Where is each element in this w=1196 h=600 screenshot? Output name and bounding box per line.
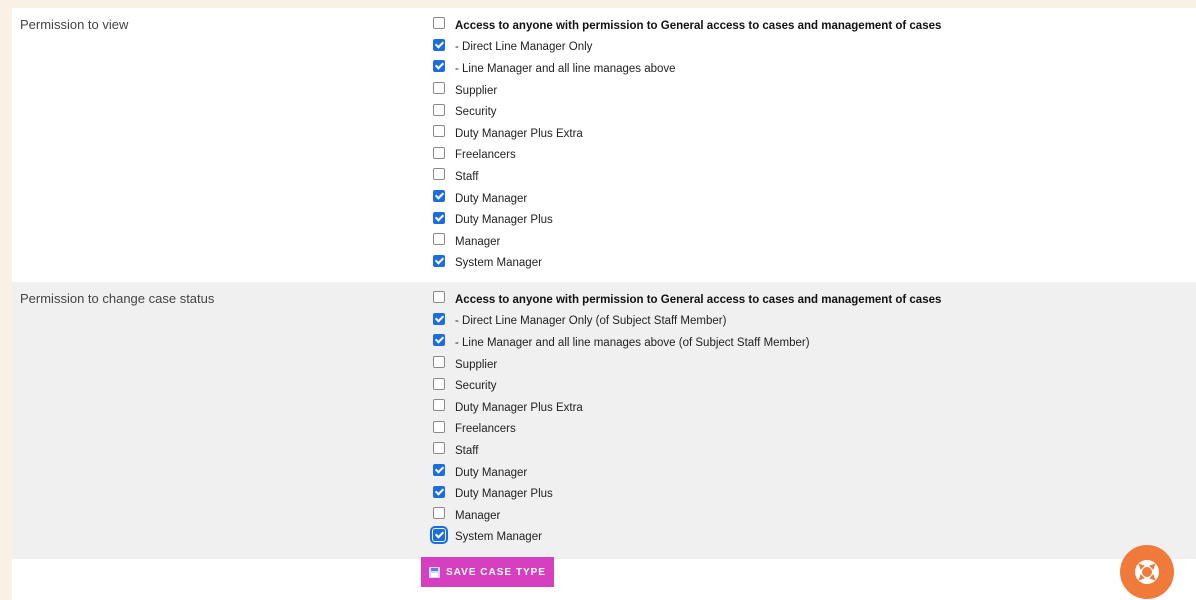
checkbox[interactable]: [433, 104, 445, 116]
checkbox[interactable]: [433, 464, 445, 476]
permission-option[interactable]: [433, 505, 941, 527]
permission-option[interactable]: [433, 231, 941, 253]
lifebuoy-icon: [1132, 557, 1162, 587]
permission-option[interactable]: [433, 123, 941, 145]
option-label: - Direct Line Manager Only (of Subject Staff Member): [455, 315, 727, 328]
save-icon: [429, 567, 440, 578]
option-label: Freelancers: [455, 423, 516, 436]
option-label: Duty Manager: [455, 466, 528, 479]
option-label: Access to anyone with permission to General access to cases and management of cases: [455, 293, 942, 306]
permission-option[interactable]: [433, 145, 941, 167]
permission-option[interactable]: [433, 419, 941, 441]
permission-option[interactable]: [433, 58, 941, 80]
permission-option[interactable]: [433, 397, 941, 419]
option-label: - Direct Line Manager Only: [455, 41, 593, 54]
permission-status-section: [12, 282, 1196, 559]
permission-option[interactable]: [433, 311, 941, 333]
checkbox[interactable]: [433, 190, 445, 202]
option-label: Access to anyone with permission to General access to cases and management of cases: [455, 19, 942, 32]
option-label: Manager: [455, 235, 501, 248]
option-list: [433, 289, 941, 548]
option-label: Freelancers: [455, 149, 516, 162]
permission-option[interactable]: [433, 188, 941, 210]
section-label: Permission to change case status: [20, 291, 215, 306]
checkbox[interactable]: [433, 39, 445, 51]
permission-option[interactable]: [433, 15, 941, 37]
permission-option[interactable]: [433, 37, 941, 59]
help-button[interactable]: [1120, 545, 1174, 599]
permission-option[interactable]: [433, 289, 941, 311]
checkbox[interactable]: [433, 168, 445, 180]
option-label: Duty Manager Plus Extra: [455, 127, 583, 140]
permission-option[interactable]: [433, 253, 941, 275]
checkbox[interactable]: [433, 421, 445, 433]
option-label: Security: [455, 106, 497, 119]
checkbox[interactable]: [433, 125, 445, 137]
option-label: Duty Manager: [455, 192, 528, 205]
checkbox[interactable]: [433, 486, 445, 498]
checkbox[interactable]: [433, 291, 445, 303]
checkbox[interactable]: [433, 399, 445, 411]
checkbox[interactable]: [433, 313, 445, 325]
option-label: Supplier: [455, 84, 498, 97]
section-label: Permission to view: [20, 17, 129, 32]
option-list: [433, 15, 941, 274]
permission-option[interactable]: [433, 462, 941, 484]
page-edge: [0, 552, 12, 600]
option-label: Duty Manager Plus: [455, 214, 553, 227]
permission-option[interactable]: [433, 375, 941, 397]
checkbox[interactable]: [433, 529, 445, 541]
option-label: Supplier: [455, 358, 498, 371]
option-label: Manager: [455, 509, 501, 522]
option-label: System Manager: [455, 531, 542, 544]
option-label: Staff: [455, 444, 479, 457]
save-button-label: SAVE CASE TYPE: [446, 566, 546, 578]
permission-option[interactable]: [433, 483, 941, 505]
permission-option[interactable]: [433, 527, 941, 549]
permission-option[interactable]: [433, 209, 941, 231]
checkbox[interactable]: [433, 60, 445, 72]
permission-option[interactable]: [433, 440, 941, 462]
option-label: Staff: [455, 170, 479, 183]
option-label: System Manager: [455, 257, 542, 270]
checkbox[interactable]: [433, 212, 445, 224]
permission-option[interactable]: [433, 332, 941, 354]
checkbox[interactable]: [433, 17, 445, 29]
permission-view-section: [12, 8, 1196, 282]
checkbox[interactable]: [433, 233, 445, 245]
permission-option[interactable]: [433, 166, 941, 188]
option-label: - Line Manager and all line manages above (of Subject Staff Member): [455, 336, 810, 349]
checkbox[interactable]: [433, 442, 445, 454]
option-label: Security: [455, 380, 497, 393]
checkbox[interactable]: [433, 334, 445, 346]
checkbox[interactable]: [433, 255, 445, 267]
option-label: - Line Manager and all line manages above: [455, 62, 676, 75]
case-type-form: [12, 8, 1196, 600]
checkbox[interactable]: [433, 82, 445, 94]
checkbox[interactable]: [433, 378, 445, 390]
option-label: Duty Manager Plus Extra: [455, 401, 583, 414]
save-case-type-button[interactable]: [421, 557, 554, 587]
checkbox[interactable]: [433, 356, 445, 368]
permission-option[interactable]: [433, 80, 941, 102]
checkbox[interactable]: [433, 507, 445, 519]
checkbox[interactable]: [433, 147, 445, 159]
option-label: Duty Manager Plus: [455, 488, 553, 501]
permission-option[interactable]: [433, 101, 941, 123]
permission-option[interactable]: [433, 354, 941, 376]
